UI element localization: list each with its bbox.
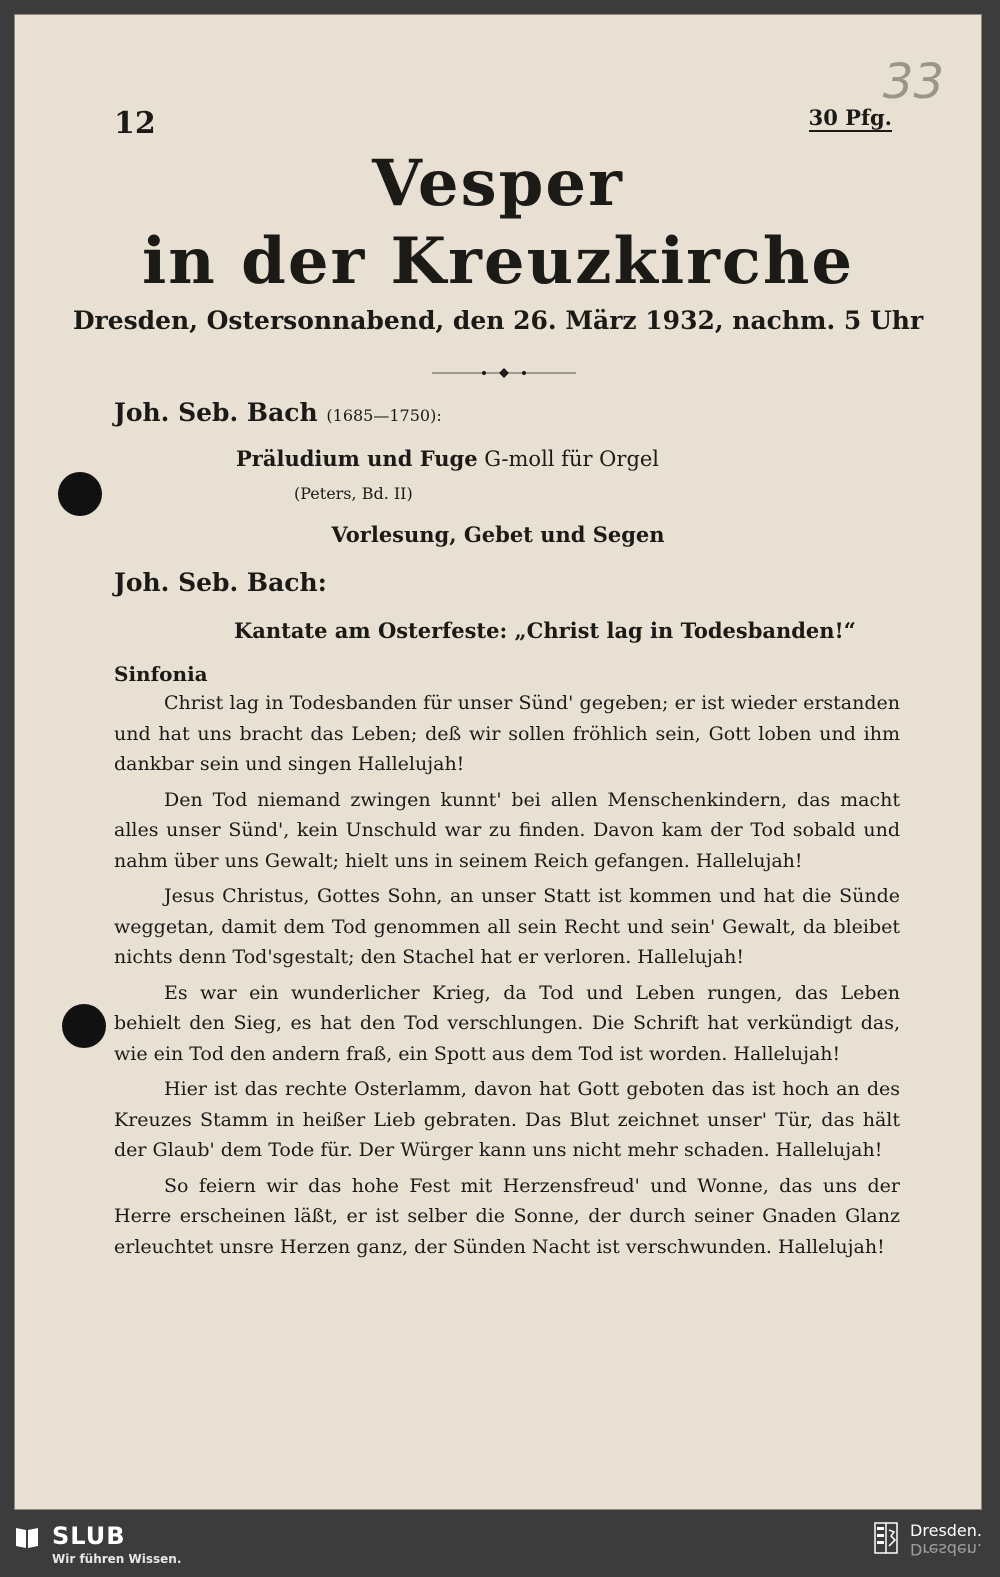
verse: Den Tod niemand zwingen kunnt' bei allen Menschenkindern, das macht alles unser Sünd', kein Unschuld war zu finden. Davon kam der Tod sobald und nahm über uns Gewalt; hielt uns in seinem Reich gefangen. Hallelujah! [114,788,900,872]
composer-heading-2: Joh. Seb. Bach: [114,568,327,597]
composer-name: Joh. Seb. Bach [114,398,318,427]
ornament-divider-icon [432,366,576,380]
dresden-logo-reflection: Dresden. [910,1540,982,1559]
edition-note: (Peters, Bd. II) [294,484,413,503]
verse: So feiern wir das hohe Fest mit Herzensfreud' und Wonne, das uns der Herre erscheinen läßt, er ist selber die Sonne, der durch seiner Gnaden Glanz erleuchtet unsre Herzen ganz, der Sünden Nacht ist verschwunden. Hallelujah! [114,1174,900,1258]
price-label: 30 Pfg. [808,105,892,130]
sinfonia-label: Sinfonia [114,662,208,686]
document-page [14,14,982,1510]
slub-tagline: Wir führen Wissen. [52,1552,182,1566]
cantata-verses [114,688,900,1267]
work-key: G-moll für Orgel [484,447,660,471]
slub-logo[interactable]: SLUB [52,1522,126,1550]
work-prelude [236,446,659,471]
punch-hole-bottom [62,1004,106,1048]
composer-years: (1685—1750): [326,406,442,425]
dresden-logo-text: Dresden. [910,1521,982,1540]
work-title: Präludium und Fuge [236,446,478,471]
cantata-title: Kantate am Osterfeste: „Christ lag in Todesbanden!“ [234,618,856,643]
subtitle-date: Dresden, Ostersonnabend, den 26. März 1932, nachm. 5 Uhr [72,306,924,335]
verse: Hier ist das rechte Osterlamm, davon hat Gott geboten das ist hoch an des Kreuzes Stamm in heißer Lieb gebraten. Das Blut zeichnet unser' Tür, das hält der Glaub' dem Tode für. Der Würger kann uns nicht mehr schaden. Hallelujah! [114,1078,900,1161]
interlude-text: Vorlesung, Gebet und Segen [331,522,665,547]
page-number: 12 [114,106,156,141]
pencil-mark: 33 [882,54,944,110]
punch-hole-top [58,472,102,516]
verse: Christ lag in Todesbanden für unser Sünd' gegeben; er ist wieder erstanden und hat uns bracht das Leben; deß wir sollen fröhlich sein, Gott loben und ihm dankbar sein und singen Hallelujah! [114,692,900,775]
verse: Jesus Christus, Gottes Sohn, an unser Statt ist kommen und hat die Sünde weggetan, damit dem Tod genommen all sein Recht und sein' Gewalt, da bleibet nichts denn Tod'sgestalt; den Stachel hat er verloren. Hallelujah! [114,885,900,968]
dresden-crest-icon [874,1522,898,1554]
footer-bar [0,1518,1000,1577]
verse: Es war ein wunderlicher Krieg, da Tod und Leben rungen, das Leben behielt den Sieg, es hat den Tod verschlungen. Die Schrift hat verkündigt das, wie ein Tod den andern fraß, ein Spott aus dem Tod ist worden. Hallelujah! [114,981,900,1065]
composer-heading-1 [114,398,442,427]
book-icon [14,1524,40,1550]
title-line-2: in der Kreuzkirche [141,224,855,299]
title-line-1: Vesper [372,146,624,221]
dresden-logo[interactable] [910,1522,982,1558]
